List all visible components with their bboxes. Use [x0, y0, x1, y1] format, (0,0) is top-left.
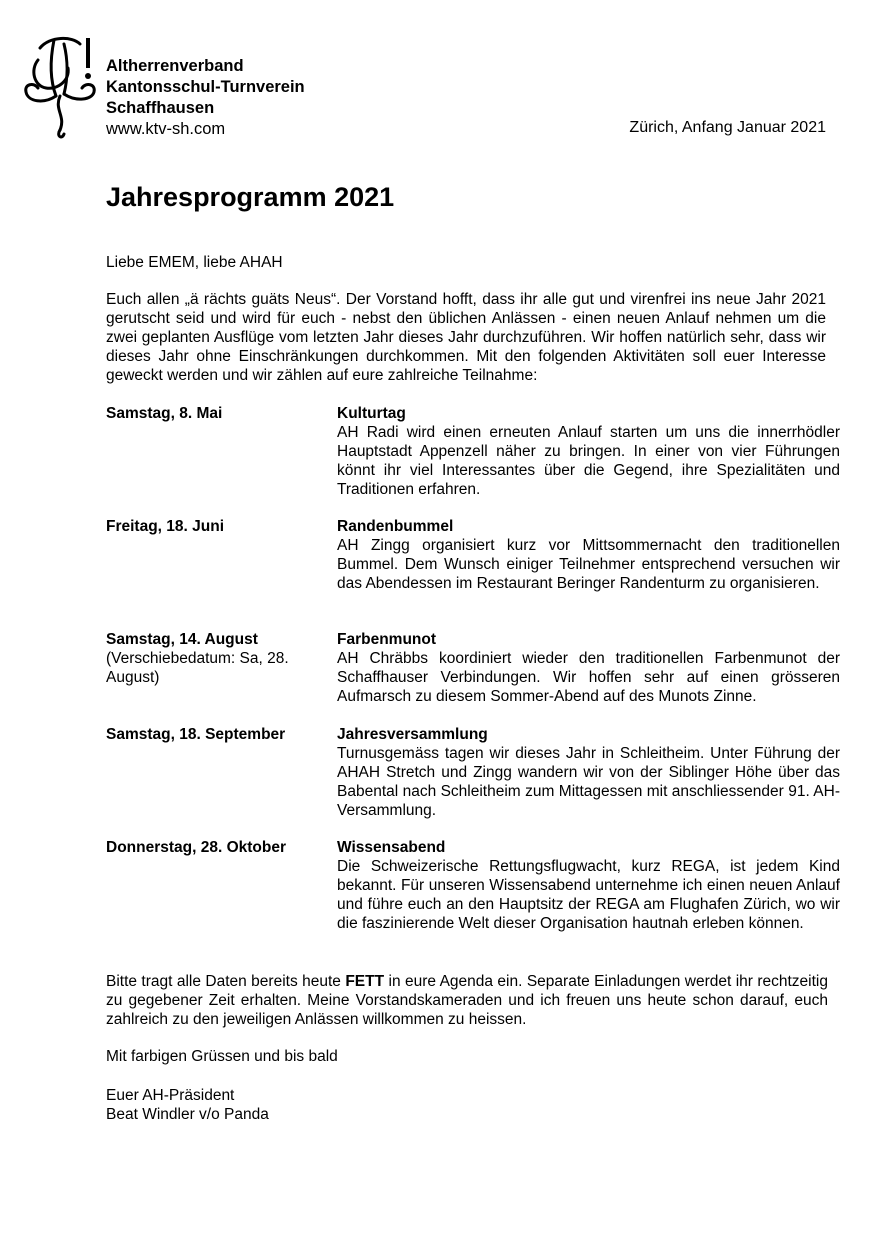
event-description: AH Radi wird einen erneuten Anlauf starten um uns die innerrhödler Hauptstadt Appenzell näher zu bringen. In einer von vier Führungen könnt ihr viel Interessantes über die Gegend, ihre Spezialitäten und Traditionen erfahren. [337, 424, 840, 498]
event-title: Jahresversammlung [337, 726, 488, 743]
event-description: Die Schweizerische Rettungsflugwacht, kurz REGA, ist jedem Kind bekannt. Für unseren Wissensabend unternehme ich einen neuen Anlauf und führe euch an den Hauptsitz der REGA am Flughafen Zürich, wo wir die faszinierende Welt dieser Organisation hautnah erleben können. [337, 858, 840, 932]
org-subname: Kantonsschul-Turnverein [106, 78, 305, 96]
farewell: Mit farbigen Grüssen und bis bald [106, 1048, 338, 1065]
event-description: Turnusgemäss tagen wir dieses Jahr in Schleitheim. Unter Führung der AHAH Stretch und Zingg wandern wir von der Siblinger Höhe über das Babental nach Schleitheim zum Mittagessen mit anschliessender 91. AH-Versammlung. [337, 745, 840, 819]
event-detail [337, 838, 840, 933]
event-title: Farbenmunot [337, 631, 437, 648]
event-alt-date: (Verschiebedatum: Sa, 28. August) [106, 650, 289, 686]
intro-paragraph: Euch allen „ä rächts guäts Neus“. Der Vorstand hofft, dass ihr alle gut und virenfrei ins neue Jahr 2021 gerutscht seid und wird für euch - nebst den üblichen Anlässen - einen neuen Anlauf nehmen um die zwei geplanten Ausflüge vom letzten Jahr dieses Jahr durchzuführen. Wir hoffen natürlich sehr, dass wir dieses Jahr ohne Einschränkungen durchkommen. Mit den folgenden Aktivitäten soll euer Interesse geweckt werden und wir zählen auf eure zahlreiche Teilnahme: [106, 291, 826, 384]
event-detail [337, 517, 840, 593]
event-detail [337, 404, 840, 499]
event-description: AH Chräbbs koordiniert wieder den traditionellen Farbenmunot der Schaffhauser Verbindungen. Wir hoffen sehr auf einen grösseren Aufmarsch zu diesem Sommer-Abend auf des Munots Zinne. [337, 650, 840, 705]
closing-paragraph [106, 972, 828, 1029]
closing-bold-word: FETT [345, 973, 385, 990]
event-date-block [106, 404, 326, 423]
website-link[interactable]: www.ktv-sh.com [106, 120, 226, 138]
event-date-block [106, 517, 326, 536]
event-detail [337, 630, 840, 706]
event-date-block [106, 838, 326, 857]
org-block [106, 56, 305, 140]
event-description: AH Zingg organisiert kurz vor Mittsommernacht den traditionellen Bummel. Dem Wunsch einiger Teilnehmer entsprechend versuchen wir das Abendessen im Restaurant Beringer Randenturm zu organisieren. [337, 537, 840, 592]
event-date-block [106, 725, 326, 744]
event-detail [337, 725, 840, 820]
document-title: Jahresprogramm 2021 [106, 182, 395, 212]
signature-name: Beat Windler v/o Panda [106, 1106, 269, 1123]
event-title: Wissensabend [337, 839, 446, 856]
signature-role: Euer AH-Präsident [106, 1087, 235, 1104]
event-title: Randenbummel [337, 518, 454, 535]
closing-text-end: in eure Agenda ein. Separate Einladungen werdet ihr rechtzeitig zu gegebener Zeit erhalten. Meine Vorstandskameraden und ich freuen uns heute schon darauf, euch zahlreich zu den jeweiligen Anlässen willkommen zu heissen. [106, 973, 828, 1028]
ktv-monogram-logo [20, 30, 102, 142]
event-date: Samstag, 14. August [106, 631, 258, 648]
event-date-block [106, 630, 326, 687]
event-date: Samstag, 8. Mai [106, 405, 223, 422]
place-date: Zürich, Anfang Januar 2021 [629, 119, 826, 136]
signature-block [106, 1086, 269, 1124]
greeting: Liebe EMEM, liebe AHAH [106, 254, 283, 271]
event-date: Samstag, 18. September [106, 726, 286, 743]
event-date: Donnerstag, 28. Oktober [106, 839, 287, 856]
event-title: Kulturtag [337, 405, 406, 422]
closing-text-start: Bitte tragt alle Daten bereits heute [106, 973, 346, 990]
org-name: Altherrenverband [106, 57, 244, 75]
event-date: Freitag, 18. Juni [106, 518, 225, 535]
org-city: Schaffhausen [106, 99, 215, 117]
